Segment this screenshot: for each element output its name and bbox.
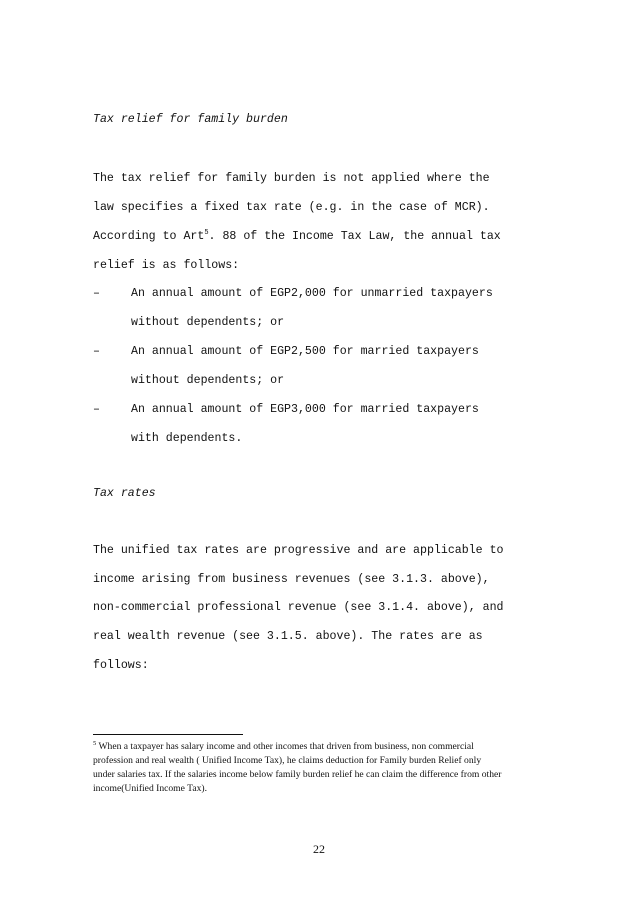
footnote-line: income(Unified Income Tax). xyxy=(93,783,207,794)
footnote-reference: 5 xyxy=(204,229,209,238)
paragraph-line xyxy=(93,230,501,243)
list-item-text: without dependents; or xyxy=(131,374,285,387)
paragraph-text: According to Art xyxy=(93,230,205,243)
list-item-text: An annual amount of EGP2,500 for married taxpayers xyxy=(131,345,479,358)
list-item-text: without dependents; or xyxy=(131,316,285,329)
list-item-text: with dependents. xyxy=(131,432,243,445)
footnote-marker: 5 xyxy=(93,739,97,747)
bullet-dash: – xyxy=(93,287,100,300)
paragraph-text: . 88 of the Income Tax Law, the annual tax xyxy=(208,230,501,243)
footnote-text: When a taxpayer has salary income and other incomes that driven from business, non commercial xyxy=(96,741,474,752)
footnote-line xyxy=(93,740,553,754)
paragraph-line: The unified tax rates are progressive and are applicable to xyxy=(93,544,504,557)
section-heading-family-burden: Tax relief for family burden xyxy=(93,113,288,126)
paragraph-line: non-commercial professional revenue (see 3.1.4. above), and xyxy=(93,601,504,614)
bullet-dash: – xyxy=(93,403,100,416)
page-number: 22 xyxy=(313,842,325,856)
section-heading-tax-rates: Tax rates xyxy=(93,487,156,500)
footnote-separator xyxy=(93,734,243,735)
list-item-text: An annual amount of EGP2,000 for unmarried taxpayers xyxy=(131,287,493,300)
footnote-line: under salaries tax. If the salaries income below family burden relief he can claim the difference from other xyxy=(93,769,502,780)
bullet-dash: – xyxy=(93,345,100,358)
footnote-line: profession and real wealth ( Unified Income Tax), he claims deduction for Family burden Relief only xyxy=(93,755,482,766)
paragraph-line: income arising from business revenues (see 3.1.3. above), xyxy=(93,573,490,586)
paragraph-line: law specifies a fixed tax rate (e.g. in the case of MCR). xyxy=(93,201,490,214)
paragraph-line: follows: xyxy=(93,659,149,672)
paragraph-line: The tax relief for family burden is not applied where the xyxy=(93,172,490,185)
paragraph-line: relief is as follows: xyxy=(93,259,240,272)
paragraph-line: real wealth revenue (see 3.1.5. above). The rates are as xyxy=(93,630,483,643)
list-item-text: An annual amount of EGP3,000 for married taxpayers xyxy=(131,403,479,416)
